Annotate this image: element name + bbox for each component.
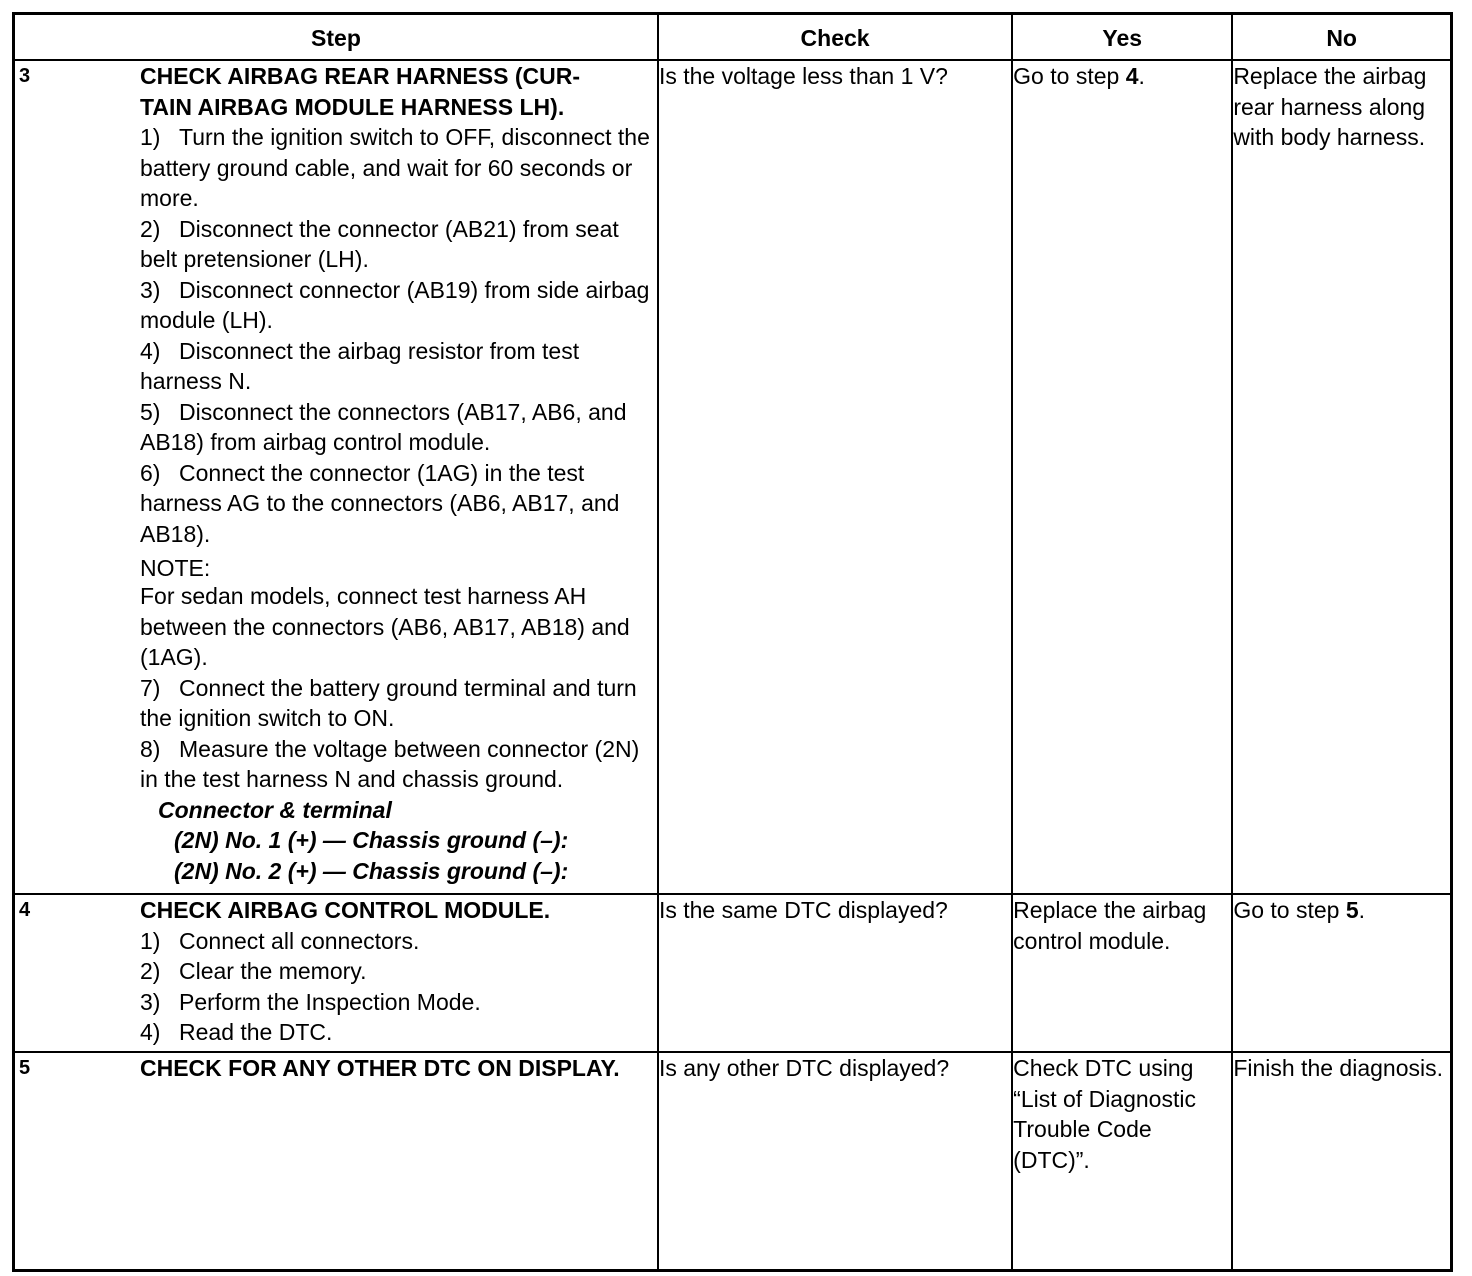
step-cell [14,894,658,1052]
connector-line: (2N) No. 1 (+) — Chassis ground (–): [174,827,569,853]
procedure-step: 8) Measure the voltage between connector (2N) in the test harness N and chassis ground. [140,735,640,792]
procedure-step: 6) Connect the connector (1AG) in the test harness AG to the connectors (AB6, AB17, and AB18). [140,459,620,547]
procedure-step: 4) Disconnect the airbag resistor from test harness N. [140,337,580,394]
procedure-step: 4) Read the DTC. [140,1019,333,1045]
check-cell: Is any other DTC displayed? [658,1052,1012,1271]
procedure-step: 1) Connect all connectors. [140,927,420,954]
no-cell: Finish the diagnosis. [1232,1052,1451,1271]
yes-cell: Go to step 4. [1012,60,1232,894]
header-row [14,14,1452,61]
step-title: CHECK AIRBAG CONTROL MODULE. [140,897,551,923]
procedure-step: 3) Disconnect connector (AB19) from side airbag module (LH). [140,276,650,333]
step-number: 5 [19,1057,31,1079]
step-cell [14,1052,658,1271]
step-cell [14,60,658,894]
procedure-step: 7) Connect the battery ground terminal and turn the ignition switch to ON. [140,674,637,731]
note-text: For sedan models, connect test harness AH between the connectors (AB6, AB17, AB18) and (1AG). [140,583,630,670]
procedure-step: 2) Disconnect the connector (AB21) from seat belt pretensioner (LH). [140,215,619,272]
header-step: Step [14,14,658,61]
yes-cell: Check DTC using “List of Diagnostic Trouble Code (DTC)”. [1012,1052,1232,1271]
procedure-step: 2) Clear the memory. [140,958,367,984]
step-title: CHECK AIRBAG REAR HARNESS (CUR- [140,63,580,89]
step-title-cont: TAIN AIRBAG MODULE HARNESS LH). [140,93,565,120]
table-row [14,1052,1452,1271]
check-cell: Is the same DTC displayed? [658,894,1012,1052]
step-number: 3 [19,65,31,87]
connector-line: (2N) No. 2 (+) — Chassis ground (–): [174,857,569,884]
no-cell: Go to step 5. [1232,894,1451,1052]
table-row [14,894,1452,1052]
header-no: No [1232,14,1451,61]
procedure-step: 5) Disconnect the connectors (AB17, AB6, and AB18) from airbag control module. [140,398,627,455]
check-cell: Is the voltage less than 1 V? [658,60,1012,894]
header-check: Check [658,14,1012,61]
table-row [14,60,1452,894]
step-number: 4 [19,899,31,921]
procedure-step: 1) Turn the ignition switch to OFF, disconnect the battery ground cable, and wait for 60 seconds or more. [140,124,650,211]
header-yes: Yes [1012,14,1232,61]
note-label: NOTE: [140,555,211,581]
note-block [140,555,653,673]
no-cell: Replace the airbag rear harness along with body harness. [1232,60,1451,894]
procedure-step: 3) Perform the Inspection Mode. [140,988,481,1015]
yes-cell: Replace the airbag control module. [1012,894,1232,1052]
connector-title: Connector & terminal [158,796,392,823]
diagnostic-table [12,12,1453,1272]
step-title: CHECK FOR ANY OTHER DTC ON DISPLAY. [140,1055,620,1081]
